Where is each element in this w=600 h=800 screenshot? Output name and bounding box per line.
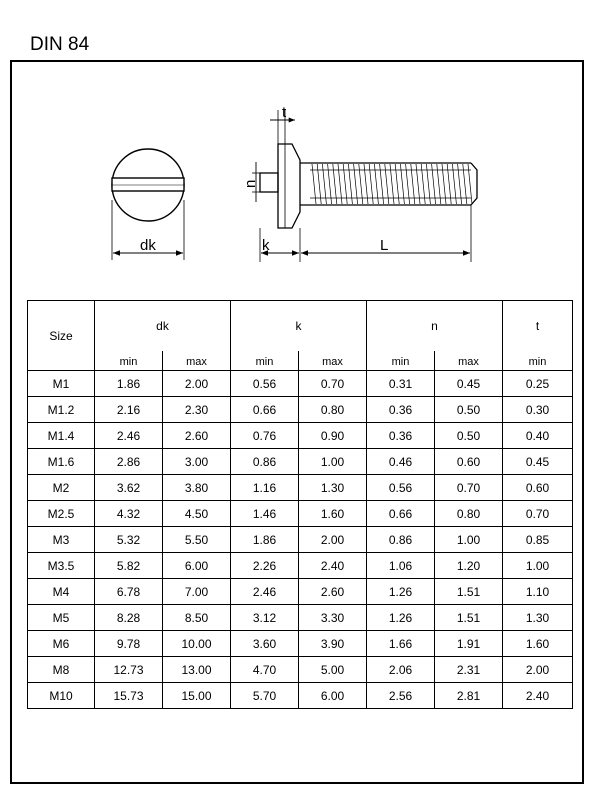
value-cell: 1.51 <box>435 605 503 631</box>
L-label: L <box>380 237 389 254</box>
value-cell: 0.36 <box>367 397 435 423</box>
value-cell: 1.20 <box>435 553 503 579</box>
subheader-t-min: min <box>503 351 573 371</box>
value-cell: 3.80 <box>163 475 231 501</box>
value-cell: 4.32 <box>95 501 163 527</box>
value-cell: 12.73 <box>95 657 163 683</box>
value-cell: 2.16 <box>95 397 163 423</box>
value-cell: 1.86 <box>95 371 163 397</box>
subheader-k-min: min <box>231 351 299 371</box>
value-cell: 1.26 <box>367 605 435 631</box>
value-cell: 2.56 <box>367 683 435 709</box>
value-cell: 2.60 <box>163 423 231 449</box>
value-cell: 8.28 <box>95 605 163 631</box>
value-cell: 3.62 <box>95 475 163 501</box>
table-row <box>28 501 573 527</box>
value-cell: 0.40 <box>503 423 573 449</box>
value-cell: 2.00 <box>299 527 367 553</box>
group-header-n: n <box>367 301 503 351</box>
value-cell: 1.06 <box>367 553 435 579</box>
table-row <box>28 423 573 449</box>
size-cell: M10 <box>28 683 95 709</box>
group-header-dk: dk <box>95 301 231 351</box>
value-cell: 2.00 <box>163 371 231 397</box>
document-title: DIN 84 <box>30 34 90 55</box>
table-row <box>28 475 573 501</box>
subheader-k-max: max <box>299 351 367 371</box>
value-cell: 5.00 <box>299 657 367 683</box>
value-cell: 1.16 <box>231 475 299 501</box>
value-cell: 3.60 <box>231 631 299 657</box>
size-cell: M3.5 <box>28 553 95 579</box>
value-cell: 1.51 <box>435 579 503 605</box>
value-cell: 0.45 <box>435 371 503 397</box>
table-subheader-row <box>28 351 573 371</box>
group-header-t: t <box>503 301 573 351</box>
value-cell: 5.70 <box>231 683 299 709</box>
value-cell: 1.60 <box>503 631 573 657</box>
value-cell: 0.50 <box>435 397 503 423</box>
value-cell: 0.66 <box>367 501 435 527</box>
size-cell: M1 <box>28 371 95 397</box>
subheader-dk-min: min <box>95 351 163 371</box>
value-cell: 1.30 <box>503 605 573 631</box>
value-cell: 3.00 <box>163 449 231 475</box>
subheader-n-max: max <box>435 351 503 371</box>
value-cell: 2.60 <box>299 579 367 605</box>
table-row <box>28 397 573 423</box>
value-cell: 2.81 <box>435 683 503 709</box>
value-cell: 0.66 <box>231 397 299 423</box>
n-label: n <box>242 179 259 188</box>
value-cell: 2.31 <box>435 657 503 683</box>
size-cell: M1.6 <box>28 449 95 475</box>
value-cell: 0.25 <box>503 371 573 397</box>
value-cell: 1.00 <box>299 449 367 475</box>
value-cell: 4.50 <box>163 501 231 527</box>
size-cell: M2 <box>28 475 95 501</box>
value-cell: 1.46 <box>231 501 299 527</box>
value-cell: 2.26 <box>231 553 299 579</box>
value-cell: 1.00 <box>435 527 503 553</box>
size-cell: M1.2 <box>28 397 95 423</box>
size-cell: M5 <box>28 605 95 631</box>
group-header-k: k <box>231 301 367 351</box>
table-row <box>28 449 573 475</box>
value-cell: 10.00 <box>163 631 231 657</box>
value-cell: 6.78 <box>95 579 163 605</box>
value-cell: 3.90 <box>299 631 367 657</box>
size-cell: M3 <box>28 527 95 553</box>
value-cell: 1.26 <box>367 579 435 605</box>
value-cell: 1.10 <box>503 579 573 605</box>
dk-label: dk <box>140 237 156 254</box>
value-cell: 2.06 <box>367 657 435 683</box>
value-cell: 2.00 <box>503 657 573 683</box>
value-cell: 3.12 <box>231 605 299 631</box>
dimension-table <box>27 300 573 709</box>
value-cell: 1.66 <box>367 631 435 657</box>
t-label: t <box>282 104 287 121</box>
value-cell: 6.00 <box>299 683 367 709</box>
value-cell: 0.36 <box>367 423 435 449</box>
table-header-row <box>28 301 573 351</box>
value-cell: 0.86 <box>367 527 435 553</box>
table-body <box>28 371 573 709</box>
table-row <box>28 631 573 657</box>
value-cell: 6.00 <box>163 553 231 579</box>
value-cell: 0.86 <box>231 449 299 475</box>
value-cell: 15.00 <box>163 683 231 709</box>
value-cell: 0.50 <box>435 423 503 449</box>
value-cell: 7.00 <box>163 579 231 605</box>
value-cell: 1.91 <box>435 631 503 657</box>
k-label: k <box>262 237 270 254</box>
value-cell: 1.00 <box>503 553 573 579</box>
value-cell: 2.86 <box>95 449 163 475</box>
value-cell: 0.70 <box>299 371 367 397</box>
size-cell: M1.4 <box>28 423 95 449</box>
value-cell: 0.46 <box>367 449 435 475</box>
table-row <box>28 683 573 709</box>
value-cell: 1.86 <box>231 527 299 553</box>
value-cell: 8.50 <box>163 605 231 631</box>
table-row <box>28 579 573 605</box>
size-header: Size <box>28 301 95 371</box>
subheader-n-min: min <box>367 351 435 371</box>
table-row <box>28 605 573 631</box>
table-row <box>28 657 573 683</box>
size-cell: M2.5 <box>28 501 95 527</box>
value-cell: 15.73 <box>95 683 163 709</box>
value-cell: 9.78 <box>95 631 163 657</box>
value-cell: 0.80 <box>299 397 367 423</box>
value-cell: 0.80 <box>435 501 503 527</box>
value-cell: 2.46 <box>95 423 163 449</box>
value-cell: 2.30 <box>163 397 231 423</box>
value-cell: 5.82 <box>95 553 163 579</box>
value-cell: 0.31 <box>367 371 435 397</box>
value-cell: 0.56 <box>231 371 299 397</box>
size-cell: M8 <box>28 657 95 683</box>
value-cell: 0.60 <box>503 475 573 501</box>
value-cell: 1.60 <box>299 501 367 527</box>
value-cell: 0.30 <box>503 397 573 423</box>
value-cell: 3.30 <box>299 605 367 631</box>
size-cell: M6 <box>28 631 95 657</box>
size-cell: M4 <box>28 579 95 605</box>
value-cell: 0.60 <box>435 449 503 475</box>
value-cell: 1.30 <box>299 475 367 501</box>
table-row <box>28 371 573 397</box>
value-cell: 5.32 <box>95 527 163 553</box>
table-row <box>28 553 573 579</box>
value-cell: 13.00 <box>163 657 231 683</box>
value-cell: 0.85 <box>503 527 573 553</box>
subheader-dk-max: max <box>163 351 231 371</box>
value-cell: 0.76 <box>231 423 299 449</box>
value-cell: 2.40 <box>299 553 367 579</box>
value-cell: 0.70 <box>503 501 573 527</box>
value-cell: 2.40 <box>503 683 573 709</box>
value-cell: 0.45 <box>503 449 573 475</box>
value-cell: 0.90 <box>299 423 367 449</box>
value-cell: 4.70 <box>231 657 299 683</box>
value-cell: 2.46 <box>231 579 299 605</box>
value-cell: 0.70 <box>435 475 503 501</box>
value-cell: 0.56 <box>367 475 435 501</box>
value-cell: 5.50 <box>163 527 231 553</box>
table-row <box>28 527 573 553</box>
